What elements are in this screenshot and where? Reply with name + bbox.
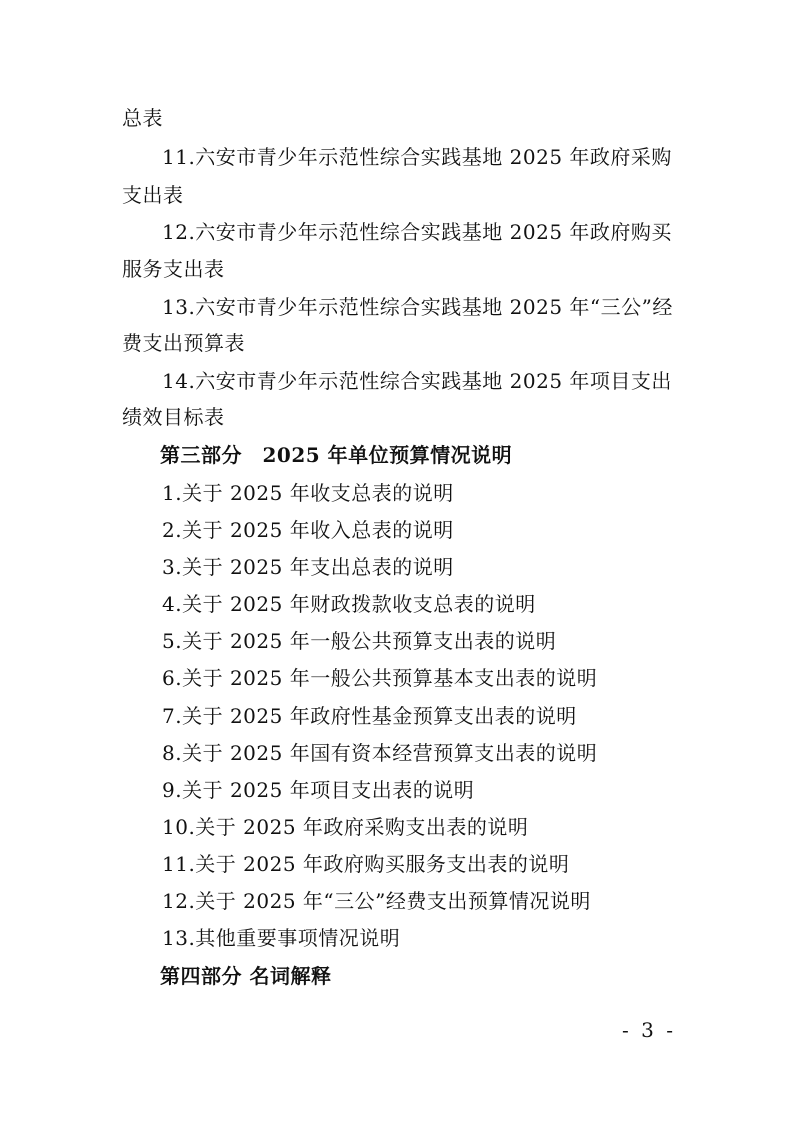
- toc-item: 5.关于 2025 年一般公共预算支出表的说明: [162, 629, 557, 653]
- section-heading: 第四部分 名词解释: [160, 964, 332, 988]
- section-heading: 第三部分 2025 年单位预算情况说明: [160, 443, 513, 467]
- toc-item: 7.关于 2025 年政府性基金预算支出表的说明: [162, 704, 577, 728]
- toc-item: 12.六安市青少年示范性综合实践基地 2025 年政府购买: [162, 220, 672, 244]
- toc-item: 6.关于 2025 年一般公共预算基本支出表的说明: [162, 666, 598, 690]
- toc-item: 4.关于 2025 年财政拨款收支总表的说明: [162, 592, 536, 616]
- toc-item: 3.关于 2025 年支出总表的说明: [162, 555, 454, 579]
- toc-item: 11.六安市青少年示范性综合实践基地 2025 年政府采购: [162, 145, 672, 169]
- text-line: 费支出预算表: [122, 331, 245, 355]
- toc-item: 8.关于 2025 年国有资本经营预算支出表的说明: [162, 741, 598, 765]
- text-line: 总表: [122, 106, 163, 130]
- toc-item: 10.关于 2025 年政府采购支出表的说明: [162, 815, 529, 839]
- toc-item: 13.六安市青少年示范性综合实践基地 2025 年“三公”经: [162, 295, 673, 319]
- toc-item: 12.关于 2025 年“三公”经费支出预算情况说明: [162, 889, 591, 913]
- text-line: 绩效目标表: [122, 405, 225, 429]
- text-line: 服务支出表: [122, 257, 225, 281]
- toc-item: 2.关于 2025 年收入总表的说明: [162, 518, 454, 542]
- toc-item: 11.关于 2025 年政府购买服务支出表的说明: [162, 852, 570, 876]
- toc-item: 14.六安市青少年示范性综合实践基地 2025 年项目支出: [162, 369, 672, 393]
- text-line: 支出表: [122, 183, 184, 207]
- toc-item: 1.关于 2025 年收支总表的说明: [162, 481, 454, 505]
- page-number: - 3 -: [622, 1018, 676, 1042]
- toc-item: 13.其他重要事项情况说明: [162, 926, 401, 950]
- toc-item: 9.关于 2025 年项目支出表的说明: [162, 778, 475, 802]
